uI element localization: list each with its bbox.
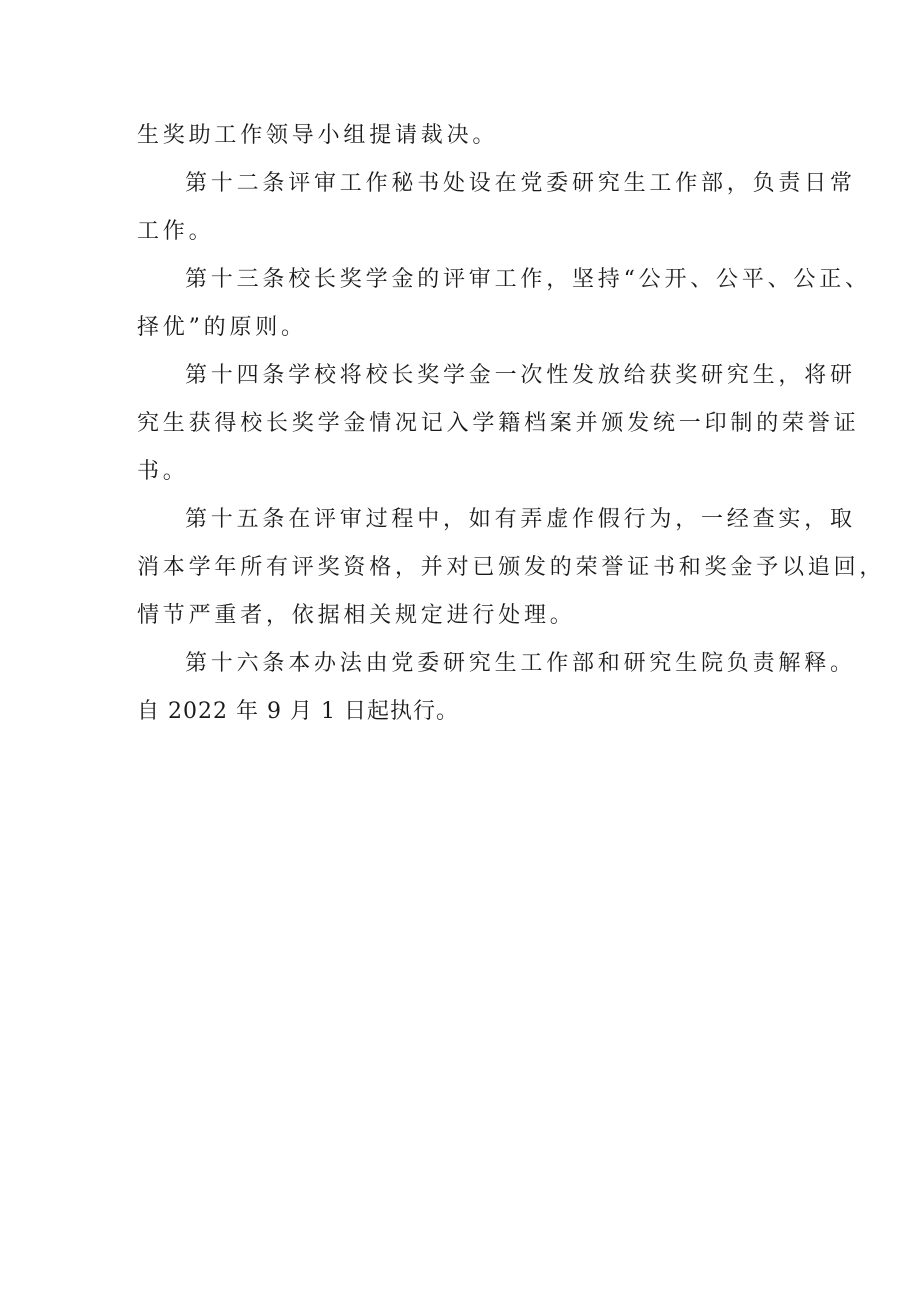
text-line: 工作。 [137, 219, 215, 244]
paragraph-article-13 [137, 256, 871, 352]
paragraph-article-14 [137, 352, 860, 496]
text-line: 书。 [137, 459, 189, 484]
text-line: 第十四条学校将校长奖学金一次性发放给获奖研究生，将研 [185, 363, 856, 388]
paragraph-article-11-continued [137, 112, 787, 160]
paragraph-article-15 [137, 496, 886, 640]
text-line: 情节严重者，依据相关规定进行处理。 [137, 603, 576, 628]
paragraph-article-12 [137, 160, 856, 256]
text-line: 择优”的原则。 [137, 315, 307, 340]
text-line: 第十三条校长奖学金的评审工作，坚持“公开、公平、公正、 [185, 267, 871, 292]
document-body [137, 112, 886, 736]
text-line: 第十二条评审工作秘书处设在党委研究生工作部，负责日常 [185, 171, 856, 196]
text-line: 第十六条本办法由党委研究生工作部和研究生院负责解释。 [185, 651, 856, 676]
text-line: 消本学年所有评奖资格，并对已颁发的荣誉证书和奖金予以追回， [137, 555, 886, 580]
text-line: 生奖助工作领导小组提请裁决。 [137, 123, 499, 148]
paragraph-article-16 [137, 640, 856, 736]
text-line: 第十五条在评审过程中，如有弄虚作假行为，一经查实，取 [185, 507, 856, 532]
text-line: 究生获得校长奖学金情况记入学籍档案并颁发统一印制的荣誉证 [137, 411, 860, 436]
effective-date-line: 自 2022 年 9 月 1 日起执行。 [137, 699, 459, 724]
